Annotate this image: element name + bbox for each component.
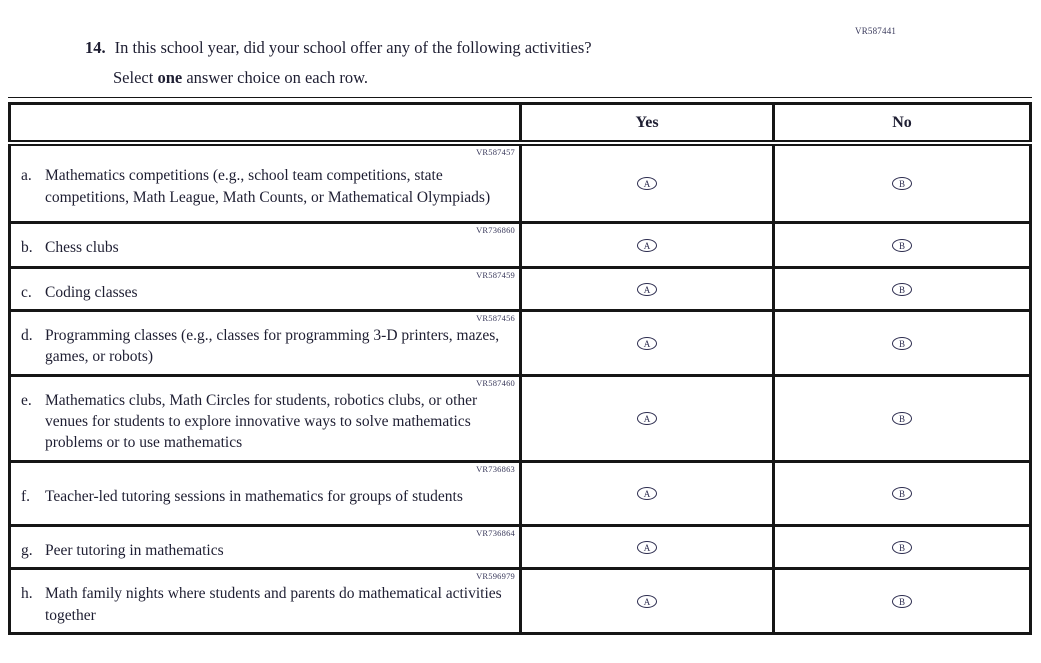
no-cell [774,310,1031,375]
answer-bubble-no[interactable]: B [892,283,912,296]
no-cell [774,375,1031,461]
activity-cell [10,569,521,634]
activity-cell [10,375,521,461]
question-block [85,33,805,92]
activities-table [8,102,1032,635]
answer-bubble-yes[interactable]: A [637,541,657,554]
question-text: In this school year, did your school offer any of the following activities? [114,38,592,57]
no-cell [774,461,1031,525]
vr-code: VR736863 [476,463,515,474]
table-row [10,143,1031,222]
answer-bubble-yes[interactable]: A [637,177,657,190]
table-row [10,461,1031,525]
activity-text: Teacher-led tutoring sessions in mathematics for groups of students [45,488,463,506]
no-cell [774,569,1031,634]
yes-cell [521,525,774,568]
activity-text: Chess clubs [45,239,119,257]
vr-code: VR587456 [476,312,515,323]
row-letter: b. [21,239,33,257]
column-header-no: No [774,104,1031,144]
answer-bubble-no[interactable]: B [892,541,912,554]
table-row [10,267,1031,310]
no-cell [774,222,1031,267]
vr-code: VR587460 [476,377,515,388]
activity-text: Coding classes [45,283,138,301]
row-letter: f. [21,488,31,506]
activity-cell [10,461,521,525]
column-header-yes: Yes [521,104,774,144]
table-row [10,375,1031,461]
yes-cell [521,267,774,310]
no-cell [774,525,1031,568]
row-letter: a. [21,167,32,185]
vr-code-page: VR587441 [855,26,897,36]
vr-code: VR736864 [476,527,515,538]
answer-bubble-no[interactable]: B [892,337,912,350]
answer-bubble-no[interactable]: B [892,412,912,425]
question-instruction: Select one answer choice on each row. [113,67,369,87]
answer-bubble-no[interactable]: B [892,177,912,190]
vr-code: VR736860 [476,224,515,235]
answer-bubble-no[interactable]: B [892,239,912,252]
row-letter: g. [21,541,33,559]
table-row [10,222,1031,267]
row-letter: e. [21,391,32,409]
header-row [10,104,1031,144]
activity-cell [10,310,521,375]
activity-cell [10,267,521,310]
vr-code: VR596979 [476,571,515,582]
yes-cell [521,222,774,267]
activity-cell [10,525,521,568]
empty-header-cell [10,104,521,144]
yes-cell [521,310,774,375]
yes-cell [521,461,774,525]
no-cell [774,143,1031,222]
vr-code: VR587457 [476,147,515,157]
table-row [10,569,1031,634]
row-letter: h. [21,585,33,603]
yes-cell [521,375,774,461]
answer-bubble-no[interactable]: B [892,487,912,500]
table-row [10,525,1031,568]
answer-bubble-yes[interactable]: A [637,487,657,500]
answer-bubble-yes[interactable]: A [637,412,657,425]
yes-cell [521,569,774,634]
row-letter: d. [21,326,33,344]
vr-code: VR587459 [476,269,515,280]
answer-bubble-yes[interactable]: A [637,595,657,608]
activities-table-wrap [8,97,1032,635]
yes-cell [521,143,774,222]
activity-cell [10,143,521,222]
answer-bubble-yes[interactable]: A [637,239,657,252]
activity-text: Peer tutoring in mathematics [45,541,224,559]
table-row [10,310,1031,375]
activity-cell [10,222,521,267]
activity-text: Programming classes (e.g., classes for programming 3-D printers, mazes, games, or robots) [45,326,500,366]
answer-bubble-no[interactable]: B [892,595,912,608]
row-letter: c. [21,283,32,301]
activity-text: Math family nights where students and parents do mathematical activities together [45,585,502,624]
answer-bubble-yes[interactable]: A [637,283,657,296]
activity-text: Mathematics competitions (e.g., school team competitions, state competitions, Math League, Math Counts, or Mathematical Olympiads) [45,167,491,206]
no-cell [774,267,1031,310]
activity-text: Mathematics clubs, Math Circles for students, robotics clubs, or other venues for students to explore innovative ways to solve mathematics problems or to use mathematics [45,391,478,452]
question-number: 14. [85,38,106,57]
answer-bubble-yes[interactable]: A [637,337,657,350]
